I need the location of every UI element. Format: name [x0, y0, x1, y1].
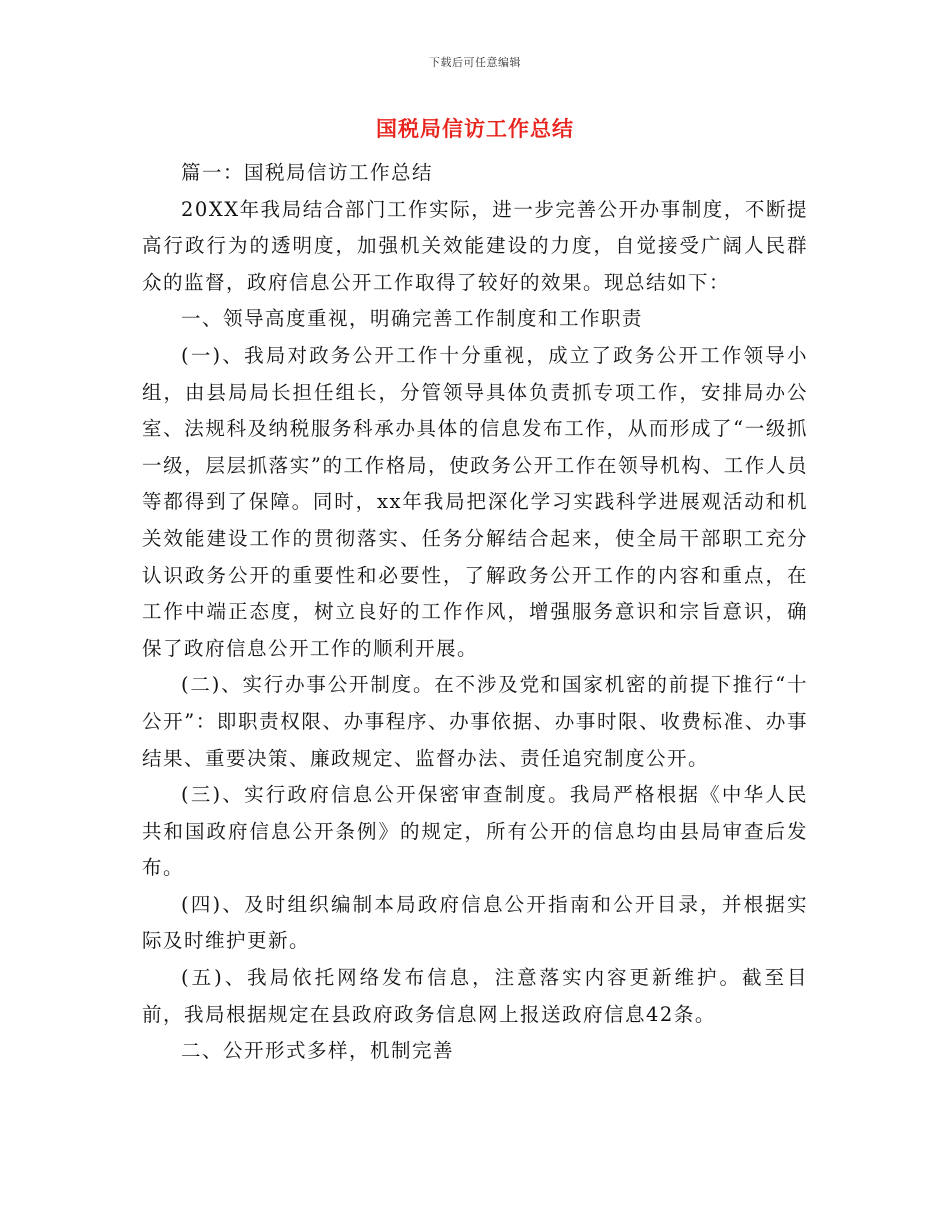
paragraph-item-1: (一)、我局对政务公开工作十分重视，成立了政务公开工作领导小组，由县局局长担任组长，分管领导具体负责抓专项工作，安排局办公室、法规科及纳税服务科承办具体的信息发布工作，从而形成了“一级抓一级，层层抓落实”的工作格局，使政务公开工作在领导机构、工作人员等都得到了保障。同时，xx年我局把深化学习实践科学进展观活动和机关效能建设工作的贯彻落实、任务分解结合起来，使全局干部职工充分认识政务公开的重要性和必要性，了解政务公开工作的内容和重点，在工作中端正态度，树立良好的工作作风，增强服务意识和宗旨意识，确保了政府信息公开工作的顺利开展。	[142, 343, 808, 660]
page-title: 国税局信访工作总结	[376, 116, 574, 141]
document-body	[142, 155, 808, 1070]
paragraph-section-title: 篇一：国税局信访工作总结	[181, 161, 434, 184]
paragraph-item-5: (五)、我局依托网络发布信息，注意落实内容更新维护。截至目前，我局根据规定在县政府政务信息网上报送政府信息42条。	[142, 966, 808, 1026]
paragraph-item-2: (二)、实行办事公开制度。在不涉及党和国家机密的前提下推行“十公开”：即职责权限、办事程序、办事依据、办事时限、收费标准、办事结果、重要决策、廉政规定、监督办法、责任追究制度公开。	[142, 673, 808, 770]
paragraph-item-3: (三)、实行政府信息公开保密审查制度。我局严格根据《中华人民共和国政府信息公开条例》的规定，所有公开的信息均由县局审查后发布。	[142, 783, 808, 880]
heading-section-one: 一、领导高度重视，明确完善工作制度和工作职责	[181, 307, 644, 331]
header-note: 下载后可任意编辑	[429, 56, 521, 69]
heading-section-two: 二、公开形式多样，机制完善	[181, 1039, 455, 1063]
paragraph-item-4: (四)、及时组织编制本局政府信息公开指南和公开目录，并根据实际及时维护更新。	[142, 892, 808, 953]
paragraph-intro: 20XX年我局结合部门工作实际，进一步完善公开办事制度，不断提高行政行为的透明度，加强机关效能建设的力度，自觉接受广阔人民群众的监督，政府信息公开工作取得了较好的效果。现总结如下：	[142, 197, 808, 294]
